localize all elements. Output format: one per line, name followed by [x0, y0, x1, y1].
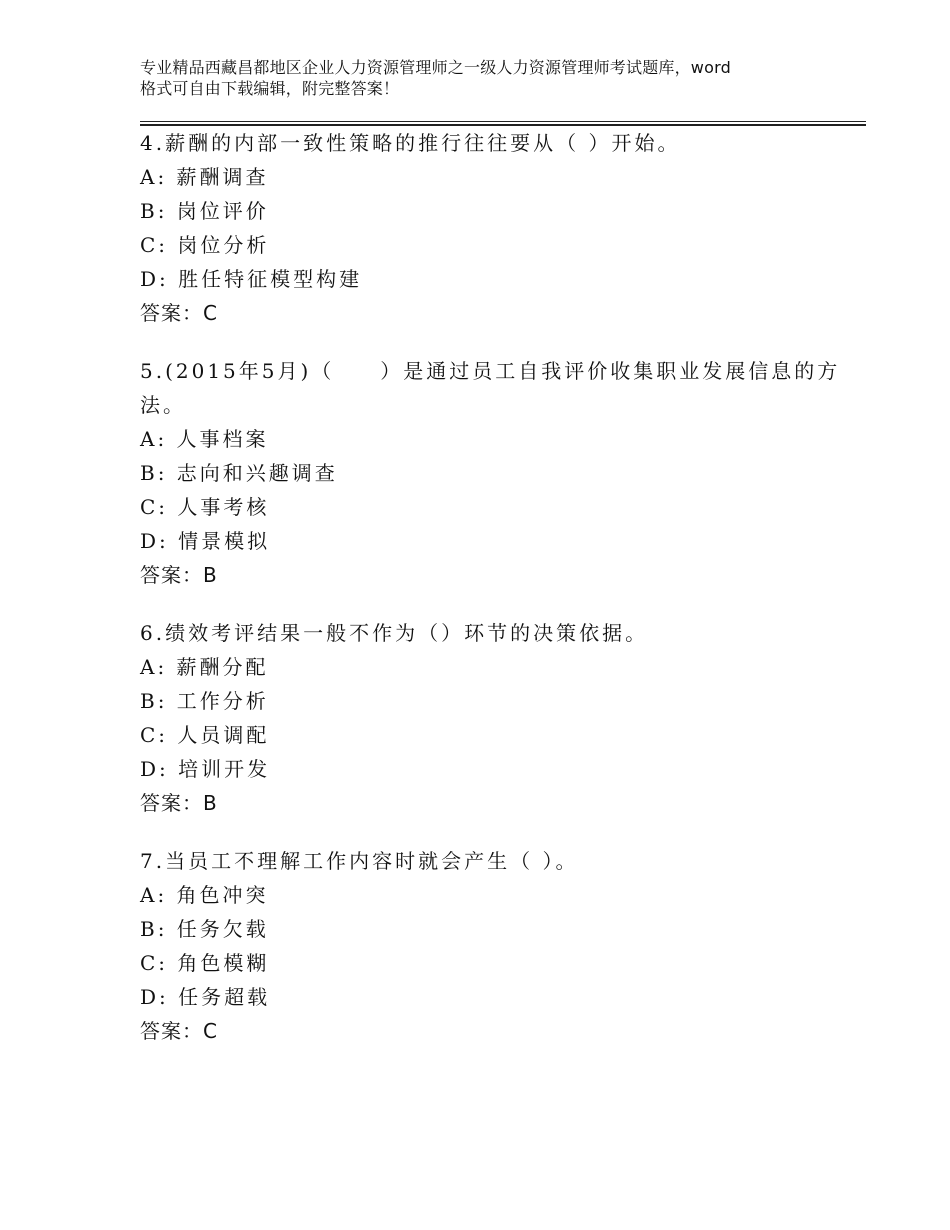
- option-b: B: 任务欠载: [140, 917, 269, 941]
- option-d: D: 胜任特征模型构建: [140, 267, 363, 291]
- question-text: 5.(2015年5月)（ ）是通过员工自我评价收集职业发展信息的方法。: [140, 359, 841, 417]
- question-item: [140, 126, 860, 330]
- option-c: C: 岗位分析: [140, 233, 270, 257]
- answer-text: 答案：B: [140, 563, 218, 587]
- question-text: 7.当员工不理解工作内容时就会产生（ ）。: [140, 849, 579, 873]
- question-item: [140, 844, 860, 1048]
- question-item: [140, 354, 860, 592]
- question-text: 6.绩效考评结果一般不作为（）环节的决策依据。: [140, 621, 649, 645]
- option-a: A: 薪酬调查: [140, 165, 269, 189]
- question-text: 4.薪酬的内部一致性策略的推行往往要从（ ）开始。: [140, 131, 681, 155]
- option-d: D: 培训开发: [140, 757, 271, 781]
- answer-text: 答案：C: [140, 301, 218, 325]
- option-c: C: 人事考核: [140, 495, 270, 519]
- option-c: C: 人员调配: [140, 723, 270, 747]
- option-c: C: 角色模糊: [140, 951, 270, 975]
- option-a: A: 角色冲突: [140, 883, 269, 907]
- option-d: D: 情景模拟: [140, 529, 271, 553]
- question-list: [140, 126, 860, 1072]
- option-b: B: 工作分析: [140, 689, 269, 713]
- option-a: A: 薪酬分配: [140, 655, 269, 679]
- question-item: [140, 616, 860, 820]
- header-divider-thin: [140, 121, 866, 122]
- option-d: D: 任务超载: [140, 985, 271, 1009]
- option-a: A: 人事档案: [140, 427, 269, 451]
- answer-text: 答案：C: [140, 1019, 218, 1043]
- header-line-2: 格式可自由下载编辑，附完整答案！: [140, 79, 400, 98]
- option-b: B: 岗位评价: [140, 199, 269, 223]
- answer-text: 答案：B: [140, 791, 218, 815]
- option-b: B: 志向和兴趣调查: [140, 461, 338, 485]
- document-header: [140, 57, 840, 99]
- header-line-1: 专业精品西藏昌都地区企业人力资源管理师之一级人力资源管理师考试题库，word: [140, 58, 731, 77]
